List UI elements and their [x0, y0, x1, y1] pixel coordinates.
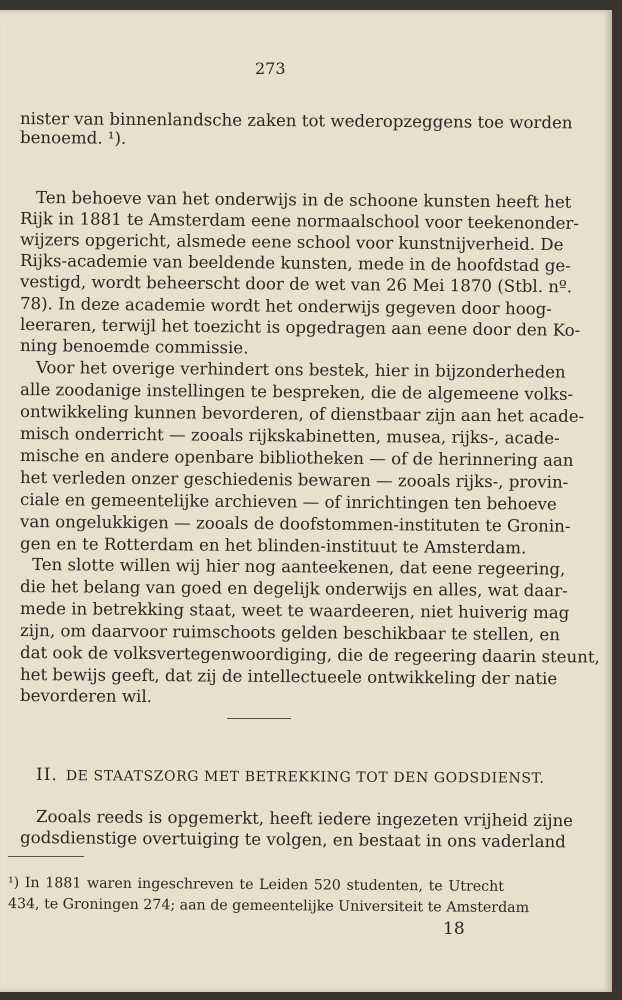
text-line: Ten behoeve van het onderwijs in de schoone kunsten heeft het: [35, 188, 572, 212]
text-line: Voor het overige verhindert ons bestek, hier in bijzonderheden: [35, 358, 566, 382]
text-line: bevorderen wil.: [19, 686, 153, 707]
text-line: ning benoemde commissie.: [19, 336, 249, 358]
text-line: Rijks-academie van beeldende kunsten, mede in de hoofdstad ge-: [19, 251, 571, 276]
section-number: II.: [35, 765, 58, 786]
section-heading: [35, 765, 545, 787]
text-line: vestigd, wordt beheerscht door de wet van 26 Mei 1870 (Stbl. nº.: [19, 272, 573, 297]
text-line: godsdienstige overtuiging te volgen, en bestaat in ons vaderland: [19, 828, 566, 852]
text-line: die het belang van goed en degelijk onderwijs en alles, wat daar-: [19, 577, 568, 601]
text-line: mische en andere openbare bibliotheken — of de herinnering aan: [19, 446, 574, 470]
text-line: dat ook de volksvertegenwoordiging, die de regeering daarin steunt,: [19, 643, 600, 667]
section-title: DE STAATSZORG MET BETREKKING TOT DEN GODSDIENST.: [65, 768, 545, 787]
text-line: misch onderricht — zooals rijkskabinetten, musea, rijks-, acade-: [19, 424, 560, 448]
text-line: Rijk in 1881 te Amsterdam eene normaalschool voor teekenonder-: [19, 209, 580, 233]
printer-signature-mark: 18: [443, 919, 465, 939]
text-line: het bewijs geeft, dat zij de intellectueele ontwikkeling der natie: [19, 665, 558, 689]
text-line: ciale en gemeentelijke archieven — of inrichtingen ten behoeve: [19, 490, 557, 514]
text-line: Ten slotte willen wij hier nog aanteekenen, dat eene regeering,: [31, 555, 566, 579]
footnote-rule: [8, 856, 84, 857]
text-line: zijn, om daarvoor ruimschoots gelden beschikbaar te stellen, en: [19, 621, 561, 645]
text-line: mede in betrekking staat, weet te waardeeren, niet huiverig mag: [19, 599, 570, 623]
text-line: leeraren, terwijl het toezicht is opgedragen aan eene door den Ko-: [19, 315, 581, 340]
text-line: van ongelukkigen — zooals de doofstommen-instituten te Gronin-: [19, 512, 571, 536]
section-divider: [227, 718, 291, 719]
text-line: alle zoodanige instellingen te bespreken, die de algemeene volks-: [19, 380, 574, 404]
page-number: 273: [255, 59, 286, 78]
text-line: gen en te Rotterdam en het blinden-instituut te Amsterdam.: [19, 534, 527, 558]
text-line: 78). In deze academie wordt het onderwijs gegeven door hoog-: [19, 294, 553, 319]
text-line: het verleden onzer geschiedenis bewaren — zooals rijks-, provin-: [19, 468, 569, 492]
book-page: [0, 10, 612, 992]
text-line: nister van binnenlandsche zaken tot wederopzeggens toe worden: [19, 109, 573, 133]
footnote-line: 434, te Groningen 274; aan de gemeentelijke Universiteit te Amsterdam: [7, 896, 530, 917]
text-line: wijzers opgericht, alsmede eene school voor kunstnijverheid. De: [19, 230, 564, 255]
text-line: ontwikkeling kunnen bevorderen, of dienstbaar zijn aan het acade-: [19, 402, 585, 426]
text-line: Zooals reeds is opgemerkt, heeft iedere ingezeten vrijheid zijne: [35, 807, 574, 831]
text-line: benoemd. ¹).: [19, 128, 127, 148]
footnote-line: ¹) In 1881 waren ingeschreven te Leiden 520 studenten, te Utrecht: [7, 875, 505, 895]
